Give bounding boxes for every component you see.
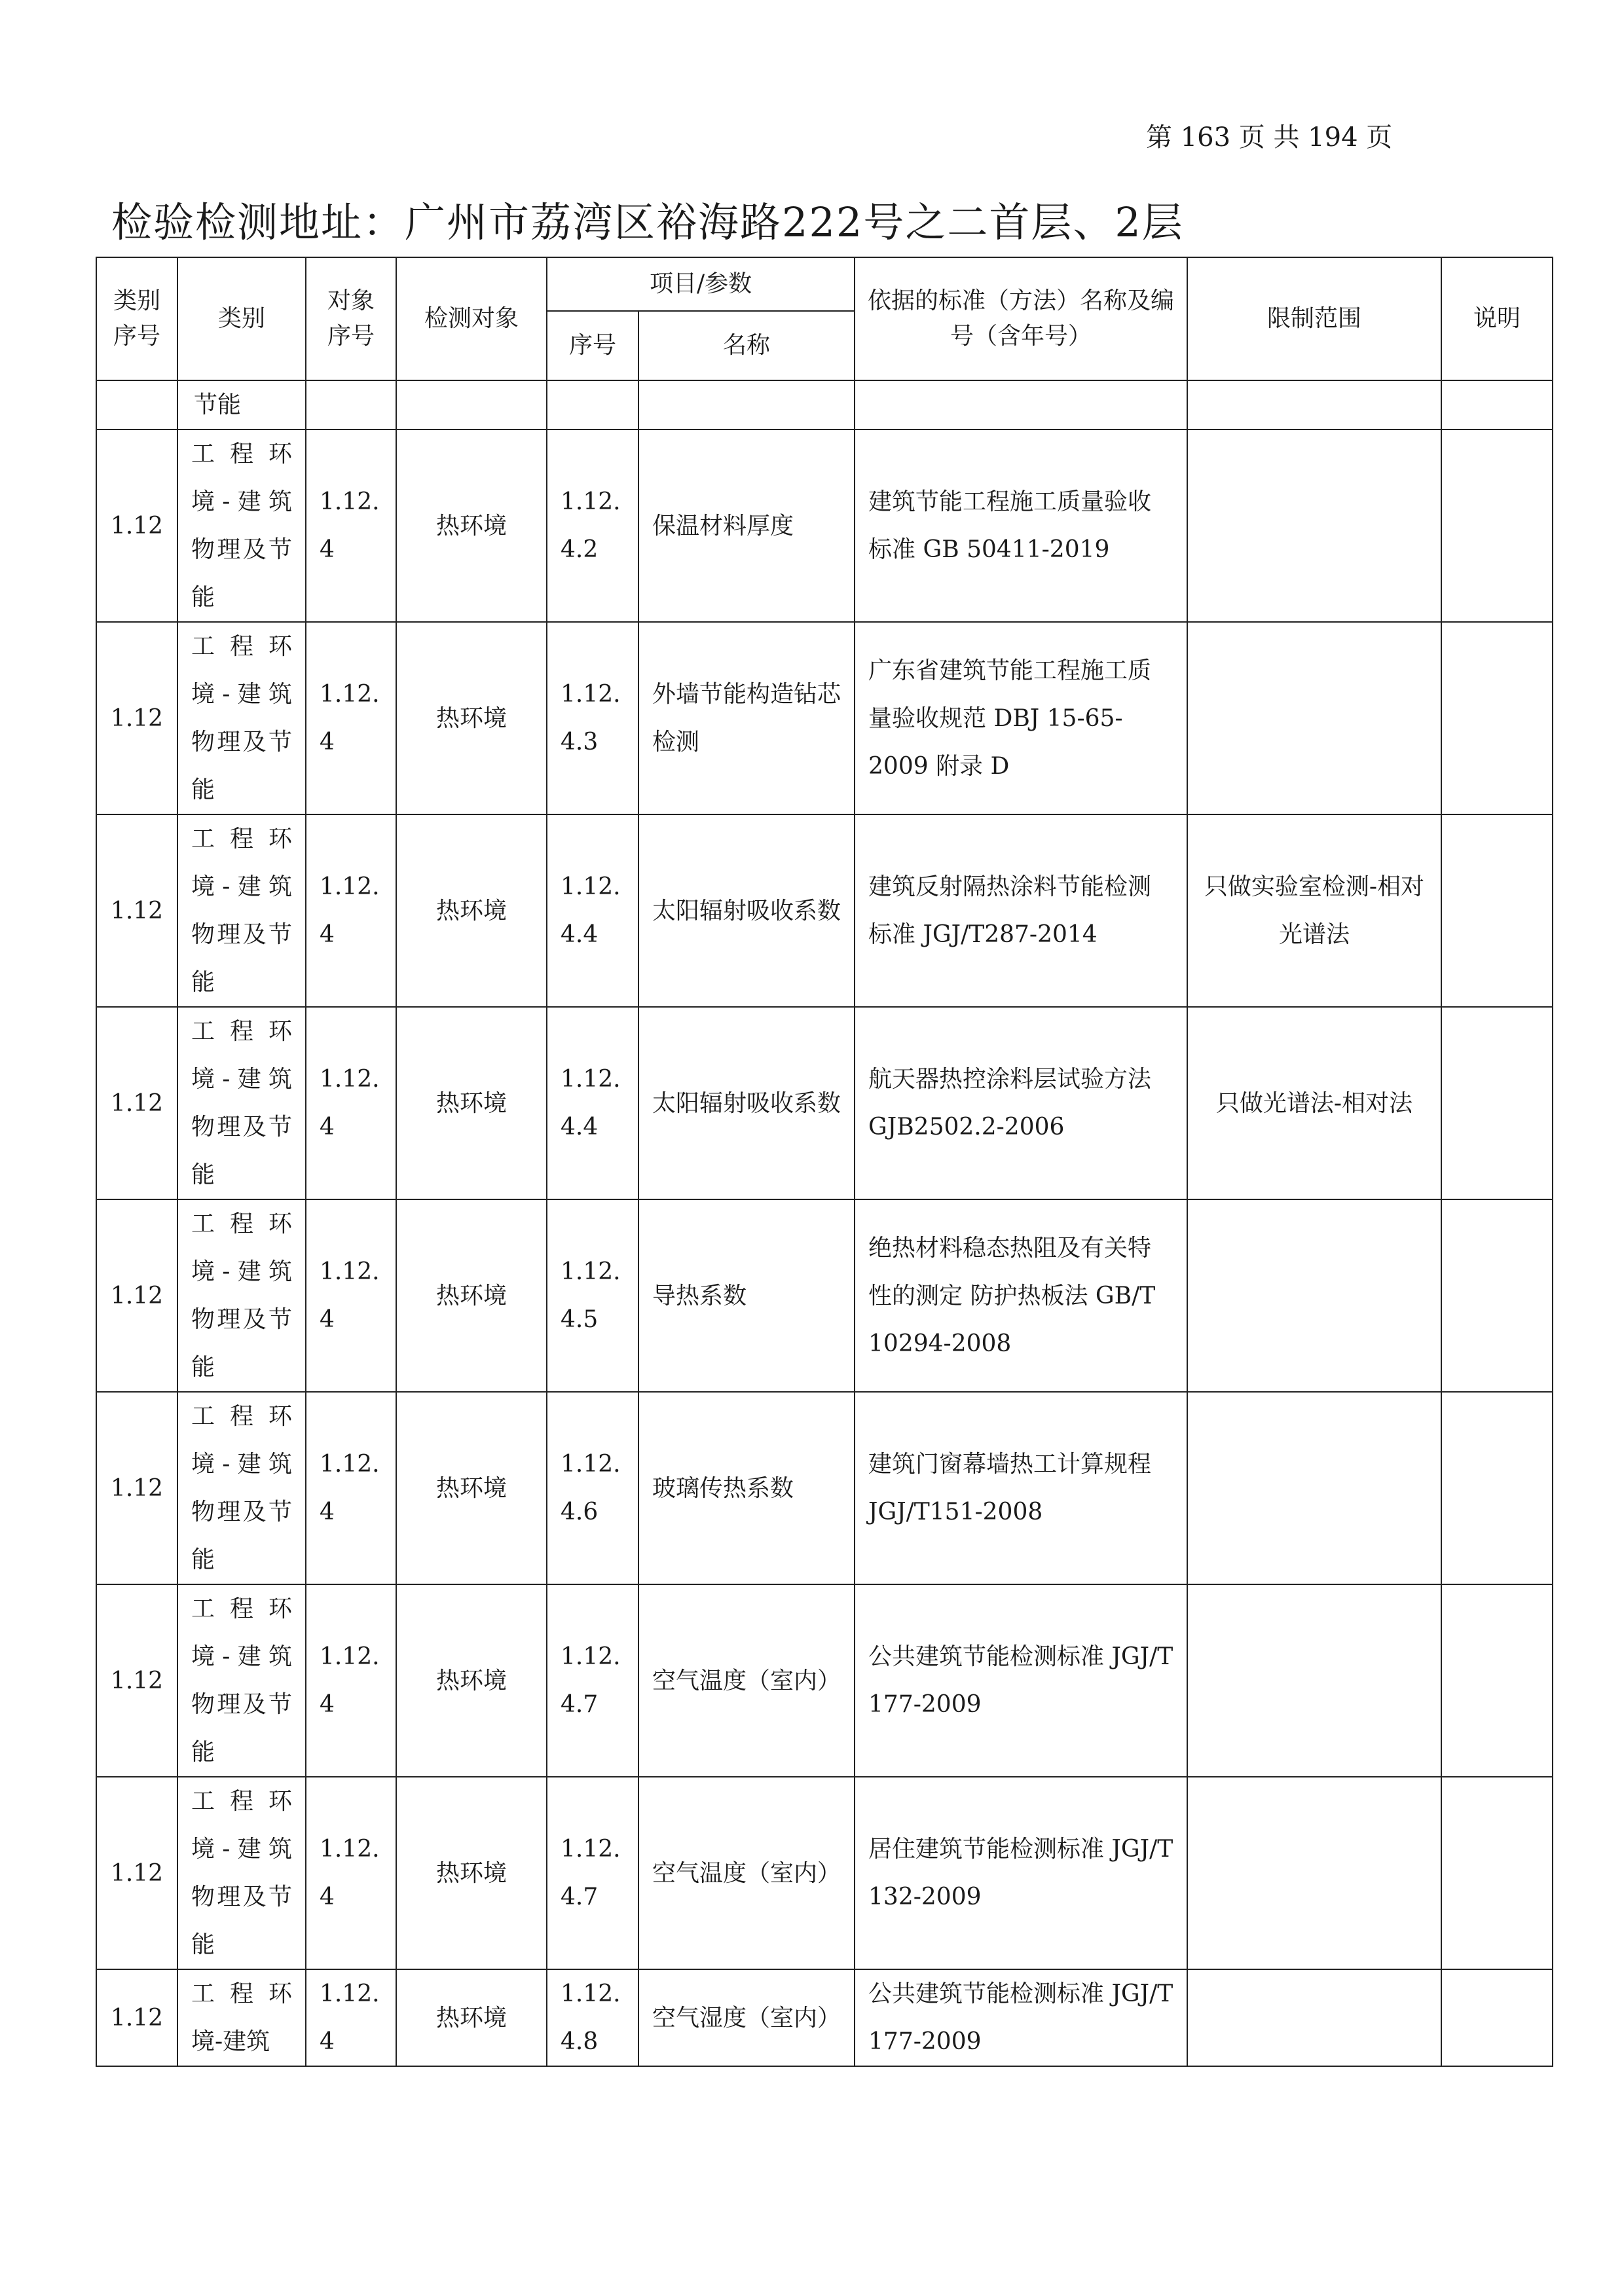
item-no-cell: 1.12.4.4 [547, 1007, 638, 1199]
object-no-cell: 1.12.4 [306, 429, 396, 622]
limit-cell [1187, 1777, 1441, 1969]
object-no-cell: 1.12.4 [306, 622, 396, 814]
table-row [96, 622, 1553, 814]
header-standard: 依据的标准（方法）名称及编号（含年号） [855, 257, 1187, 380]
object-cell: 热环境 [396, 1199, 547, 1392]
limit-cell: 只做光谱法-相对法 [1187, 1007, 1441, 1199]
note-cell [1441, 429, 1553, 622]
object-no-cell: 1.12.4 [306, 1392, 396, 1584]
table-row [96, 1777, 1553, 1969]
limit-cell [1187, 622, 1441, 814]
standard-cell: 建筑节能工程施工质量验收标准 GB 50411-2019 [855, 429, 1187, 622]
standard-cell: 广东省建筑节能工程施工质量验收规范 DBJ 15-65-2009 附录 D [855, 622, 1187, 814]
table-row [96, 1584, 1553, 1777]
limit-cell [1187, 429, 1441, 622]
limit-cell [1187, 1392, 1441, 1584]
table-row-continuation [96, 380, 1553, 429]
item-no-cell: 1.12.4.7 [547, 1584, 638, 1777]
category-no-cell: 1.12 [96, 1969, 177, 2066]
object-no-cell: 1.12.4 [306, 814, 396, 1007]
note-cell [1441, 1392, 1553, 1584]
header-category-no: 类别 序号 [96, 257, 177, 380]
category-cell: 工程环境-建筑物理及节能 [177, 1007, 306, 1199]
header-item-param: 项目/参数 [547, 257, 855, 311]
table-row [96, 1969, 1553, 2066]
item-name-cell: 玻璃传热系数 [638, 1392, 855, 1584]
object-cell: 热环境 [396, 814, 547, 1007]
object-cell: 热环境 [396, 1584, 547, 1777]
object-no-cell: 1.12.4 [306, 1969, 396, 2066]
limit-cell [1187, 1199, 1441, 1392]
object-cell: 热环境 [396, 429, 547, 622]
note-cell [1441, 814, 1553, 1007]
item-no-cell: 1.12.4.4 [547, 814, 638, 1007]
header-object-no: 对象 序号 [306, 257, 396, 380]
page-number: 第 163 页 共 194 页 [1146, 122, 1393, 153]
standard-cell: 建筑反射隔热涂料节能检测标准 JGJ/T287-2014 [855, 814, 1187, 1007]
note-cell [1441, 1199, 1553, 1392]
item-name-cell: 保温材料厚度 [638, 429, 855, 622]
standard-cell: 公共建筑节能检测标准 JGJ/T 177-2009 [855, 1969, 1187, 2066]
scope-table [96, 257, 1553, 2067]
category-no-cell: 1.12 [96, 622, 177, 814]
object-cell: 热环境 [396, 1777, 547, 1969]
object-cell: 热环境 [396, 622, 547, 814]
item-no-cell: 1.12.4.8 [547, 1969, 638, 2066]
table-row [96, 814, 1553, 1007]
limit-cell [1187, 1969, 1441, 2066]
category-cell: 工程环境-建筑物理及节能 [177, 814, 306, 1007]
header-note: 说明 [1441, 257, 1553, 380]
table-row [96, 429, 1553, 622]
category-cell: 工程环境-建筑物理及节能 [177, 1392, 306, 1584]
category-no-cell: 1.12 [96, 1392, 177, 1584]
item-name-cell: 空气温度（室内） [638, 1584, 855, 1777]
table-row [96, 1199, 1553, 1392]
standard-cell: 建筑门窗幕墙热工计算规程 JGJ/T151-2008 [855, 1392, 1187, 1584]
item-no-cell: 1.12.4.7 [547, 1777, 638, 1969]
item-name-cell: 太阳辐射吸收系数 [638, 1007, 855, 1199]
category-no-cell: 1.12 [96, 1584, 177, 1777]
object-no-cell: 1.12.4 [306, 1777, 396, 1969]
category-cell: 工程环境-建筑物理及节能 [177, 429, 306, 622]
standard-cell: 公共建筑节能检测标准 JGJ/T 177-2009 [855, 1584, 1187, 1777]
testing-address: 检验检测地址：广州市荔湾区裕海路222号之二首层、2层 [111, 198, 1184, 246]
item-name-cell: 外墙节能构造钻芯检测 [638, 622, 855, 814]
standard-cell: 绝热材料稳态热阻及有关特性的测定 防护热板法 GB/T 10294-2008 [855, 1199, 1187, 1392]
note-cell [1441, 1007, 1553, 1199]
category-no-cell: 1.12 [96, 814, 177, 1007]
object-cell: 热环境 [396, 1007, 547, 1199]
object-no-cell: 1.12.4 [306, 1584, 396, 1777]
item-name-cell: 空气湿度（室内） [638, 1969, 855, 2066]
category-cell: 工程环境-建筑物理及节能 [177, 622, 306, 814]
object-cell: 热环境 [396, 1969, 547, 2066]
category-no-cell: 1.12 [96, 1007, 177, 1199]
category-no-cell: 1.12 [96, 1199, 177, 1392]
standard-cell: 居住建筑节能检测标准 JGJ/T 132-2009 [855, 1777, 1187, 1969]
object-no-cell: 1.12.4 [306, 1007, 396, 1199]
item-no-cell: 1.12.4.3 [547, 622, 638, 814]
item-name-cell: 太阳辐射吸收系数 [638, 814, 855, 1007]
continuation-category: 节能 [177, 380, 306, 429]
note-cell [1441, 1584, 1553, 1777]
item-name-cell: 空气温度（室内） [638, 1777, 855, 1969]
item-no-cell: 1.12.4.5 [547, 1199, 638, 1392]
category-cell: 工程环境-建筑 [177, 1969, 306, 2066]
category-cell: 工程环境-建筑物理及节能 [177, 1777, 306, 1969]
limit-cell: 只做实验室检测-相对光谱法 [1187, 814, 1441, 1007]
category-no-cell: 1.12 [96, 429, 177, 622]
header-limit: 限制范围 [1187, 257, 1441, 380]
header-item-name: 名称 [638, 311, 855, 380]
header-object: 检测对象 [396, 257, 547, 380]
category-cell: 工程环境-建筑物理及节能 [177, 1584, 306, 1777]
note-cell [1441, 1969, 1553, 2066]
note-cell [1441, 622, 1553, 814]
header-category: 类别 [177, 257, 306, 380]
limit-cell [1187, 1584, 1441, 1777]
note-cell [1441, 1777, 1553, 1969]
category-cell: 工程环境-建筑物理及节能 [177, 1199, 306, 1392]
object-cell: 热环境 [396, 1392, 547, 1584]
category-no-cell: 1.12 [96, 1777, 177, 1969]
table-row [96, 1007, 1553, 1199]
standard-cell: 航天器热控涂料层试验方法 GJB2502.2-2006 [855, 1007, 1187, 1199]
item-no-cell: 1.12.4.2 [547, 429, 638, 622]
item-name-cell: 导热系数 [638, 1199, 855, 1392]
header-item-no: 序号 [547, 311, 638, 380]
table-row [96, 1392, 1553, 1584]
object-no-cell: 1.12.4 [306, 1199, 396, 1392]
item-no-cell: 1.12.4.6 [547, 1392, 638, 1584]
